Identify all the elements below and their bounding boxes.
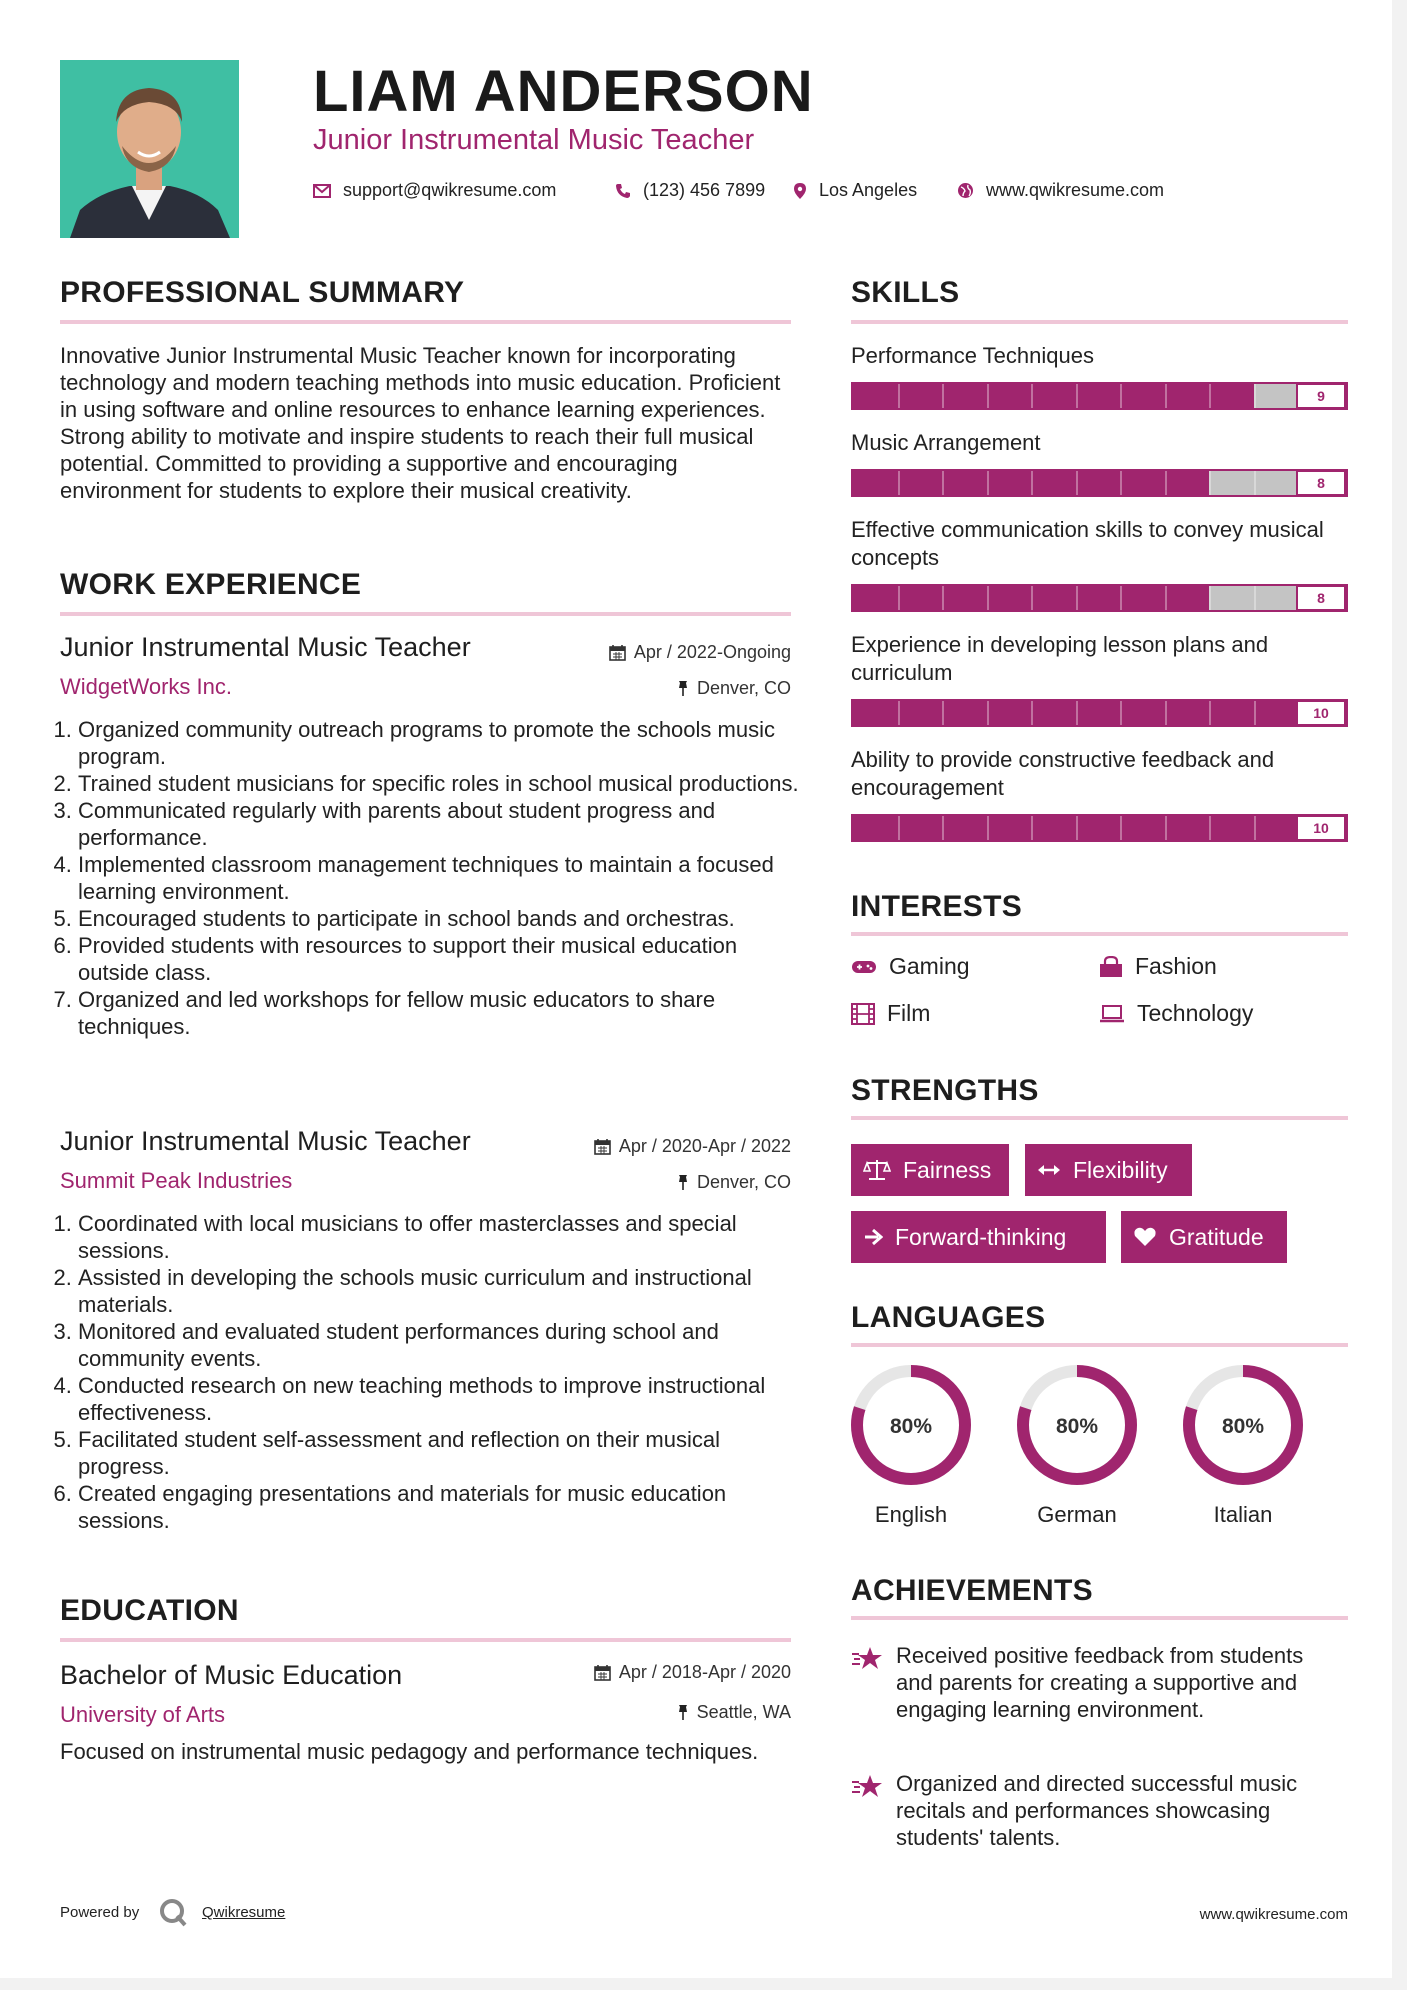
pushpin-icon (677, 1704, 689, 1721)
interest-technology (1099, 1000, 1253, 1027)
pushpin-icon (677, 1174, 689, 1191)
laptop-icon (1099, 1005, 1125, 1023)
skill-bar-segment (1165, 701, 1167, 725)
skill-bar-segment (1254, 384, 1256, 408)
interests-heading: INTERESTS (851, 890, 1023, 923)
language-percent: 80% (1055, 1415, 1099, 1438)
skill-bar (851, 814, 1348, 842)
skill-bar-segment (987, 384, 989, 408)
interest-fashion (1099, 953, 1217, 980)
skill-bar-segment (942, 384, 944, 408)
job-bullet: 5. Facilitated student self-assessment and reflection on their musical progress. (78, 1426, 813, 1480)
skill-bar (851, 584, 1348, 612)
gamepad-icon (851, 959, 877, 975)
interest-label: Film (887, 1000, 931, 1026)
skill-label: Performance Techniques (851, 343, 1094, 368)
job-bullet: 1. Coordinated with local musicians to offer masterclasses and special sessions. (78, 1210, 813, 1264)
skill-label: Music Arrangement (851, 430, 1041, 455)
summary-text: Innovative Junior Instrumental Music Teacher known for incorporating technology and modern teaching methods into music education. Proficient in using software and online resources to enhance learning experiences. Strong ability to motivate and inspire students to reach their full musical potential. Committed to providing a supportive and encouraging environment for students to explore their musical creativity. (60, 343, 781, 503)
skill-bar-fill (853, 816, 1346, 840)
powered-by-label: Powered by (60, 1904, 140, 1921)
skill-bar-segment (1076, 384, 1078, 408)
job-title: Junior Instrumental Music Teacher (60, 632, 471, 662)
job-location (677, 678, 791, 699)
strengths-rule (851, 1116, 1348, 1120)
heart-icon (1133, 1227, 1157, 1247)
summary-heading: PROFESSIONAL SUMMARY (60, 276, 465, 309)
job-bullet: 3. Communicated regularly with parents about student progress and performance. (78, 797, 813, 851)
skill-bar-segment (1165, 586, 1167, 610)
skill-bar-segment (1209, 384, 1211, 408)
language-label: English (874, 1502, 948, 1527)
arrows-icon (1037, 1163, 1061, 1177)
interest-label: Gaming (889, 953, 970, 979)
education-rule (60, 1638, 791, 1642)
job-bullet: 2. Trained student musicians for specific roles in school musical productions. (78, 770, 813, 797)
skill-bar-segment (1120, 701, 1122, 725)
job-bullet: 3. Monitored and evaluated student performances during school and community events. (78, 1318, 813, 1372)
language-percent: 80% (889, 1415, 933, 1438)
email-text: support@qwikresume.com (343, 180, 557, 200)
skill-bar-segment (1076, 586, 1078, 610)
job-location (677, 1172, 791, 1193)
star-icon (851, 1773, 883, 1801)
interest-label: Technology (1137, 1000, 1254, 1026)
language-ring-italian (1181, 1363, 1305, 1487)
pushpin-icon (677, 680, 689, 697)
skill-bar-segment (1209, 586, 1211, 610)
skill-bar-segment (987, 471, 989, 495)
job-location-text: Denver, CO (696, 678, 791, 698)
skill-bar (851, 469, 1348, 497)
skill-bar-segment (1165, 816, 1167, 840)
job-bullet-list (60, 716, 813, 1040)
skill-bar-segment (987, 701, 989, 725)
education-dates-text: Apr / 2018-Apr / 2020 (618, 1662, 791, 1682)
job-bullet: 4. Conducted research on new teaching methods to improve instructional effectiveness. (78, 1372, 813, 1426)
contact-email[interactable] (313, 180, 556, 201)
school-name: University of Arts (60, 1702, 226, 1727)
achievements-rule (851, 1616, 1348, 1620)
interest-label: Fashion (1135, 953, 1217, 979)
skill-bar-segment (898, 816, 900, 840)
skill-bar-segment (1031, 471, 1033, 495)
skill-bar-segment (942, 701, 944, 725)
contact-location (793, 180, 917, 201)
arrow-right-icon (863, 1228, 883, 1246)
skill-bar-segment (898, 586, 900, 610)
contact-phone[interactable] (615, 180, 765, 201)
skills-heading: SKILLS (851, 276, 960, 309)
achievement-item: Received positive feedback from students and parents for creating a supportive and engaging learning environment. (896, 1643, 1304, 1722)
interest-gaming (851, 953, 970, 980)
skill-bar-segment (942, 816, 944, 840)
skill-bar-segment (898, 471, 900, 495)
website-text: www.qwikresume.com (986, 180, 1165, 200)
skill-level: 8 (1296, 585, 1346, 611)
strength-label: Forward-thinking (895, 1223, 1067, 1250)
achievements-heading: ACHIEVEMENTS (851, 1574, 1093, 1607)
skill-bar-segment (898, 701, 900, 725)
envelope-icon (313, 184, 331, 198)
skill-bar-segment (1120, 384, 1122, 408)
skill-bar (851, 382, 1348, 410)
contact-website[interactable] (957, 180, 1164, 201)
map-pin-icon (793, 182, 807, 200)
star-icon (851, 1645, 883, 1673)
job-bullet: 4. Implemented classroom management techniques to maintain a focused learning environment. (78, 851, 813, 905)
qwikresume-link[interactable]: Qwikresume (202, 1904, 286, 1921)
strength-label: Fairness (903, 1156, 992, 1183)
education-heading: EDUCATION (60, 1594, 239, 1627)
skills-rule (851, 320, 1348, 324)
location-text: Los Angeles (819, 180, 918, 200)
job-title: Junior Instrumental Music Teacher (60, 1126, 471, 1156)
languages-rule (851, 1343, 1348, 1347)
job-location-text: Denver, CO (696, 1172, 791, 1192)
profile-photo (60, 60, 239, 238)
skill-bar-segment (942, 586, 944, 610)
skill-bar (851, 699, 1348, 727)
skill-bar-segment (1209, 816, 1211, 840)
skill-bar-segment (987, 816, 989, 840)
skill-level: 8 (1296, 470, 1346, 496)
skill-level: 10 (1296, 700, 1346, 726)
skill-bar-fill (853, 701, 1346, 725)
skill-bar-segment (1076, 471, 1078, 495)
skill-bar-segment (1254, 701, 1256, 725)
skill-bar-segment (1209, 701, 1211, 725)
strength-tag-flexibility (1025, 1144, 1192, 1196)
experience-heading: WORK EXPERIENCE (60, 568, 362, 601)
job-dates (609, 642, 791, 663)
summary-rule (60, 320, 791, 324)
degree-title: Bachelor of Music Education (60, 1660, 403, 1690)
calendar-icon (594, 1138, 611, 1155)
skill-bar-segment (1120, 471, 1122, 495)
skill-label: Ability to provide constructive feedback and encouragement (851, 747, 1275, 800)
calendar-icon (609, 644, 626, 661)
language-label: German (1037, 1502, 1117, 1527)
scale-icon (863, 1158, 891, 1182)
job-dates-text: Apr / 2022-Ongoing (633, 642, 791, 662)
experience-rule (60, 612, 791, 616)
skill-bar-segment (1254, 471, 1256, 495)
company-name: WidgetWorks Inc. (60, 674, 232, 699)
skill-bar-segment (1254, 816, 1256, 840)
strength-tag-fairness (851, 1144, 1009, 1196)
qwikresume-logo-icon (158, 1897, 188, 1927)
interest-film (851, 1000, 930, 1027)
job-bullet: 5. Encouraged students to participate in school bands and orchestras. (78, 905, 813, 932)
skill-bar-segment (1031, 701, 1033, 725)
language-ring-english (849, 1363, 973, 1487)
education-description: Focused on instrumental music pedagogy and performance techniques. (60, 1739, 759, 1764)
strengths-heading: STRENGTHS (851, 1074, 1039, 1107)
strength-label: Flexibility (1073, 1156, 1168, 1183)
skill-level: 10 (1296, 815, 1346, 841)
candidate-title: Junior Instrumental Music Teacher (313, 124, 755, 156)
skill-bar-segment (1031, 816, 1033, 840)
skill-bar-segment (987, 586, 989, 610)
education-dates (594, 1662, 791, 1683)
company-name: Summit Peak Industries (60, 1168, 293, 1193)
film-icon (851, 1003, 875, 1025)
skill-bar-segment (1120, 586, 1122, 610)
skill-bar-segment (1031, 586, 1033, 610)
skill-bar-segment (1031, 384, 1033, 408)
skill-bar-segment (1076, 701, 1078, 725)
skill-bar-segment (1165, 384, 1167, 408)
strength-label: Gratitude (1169, 1223, 1264, 1250)
skill-bar-segment (898, 384, 900, 408)
globe-icon (957, 182, 974, 199)
phone-text: (123) 456 7899 (643, 180, 766, 200)
calendar-icon (594, 1664, 611, 1681)
strength-tag-gratitude (1121, 1211, 1287, 1263)
interests-rule (851, 932, 1348, 936)
education-location-text: Seattle, WA (696, 1702, 791, 1722)
job-dates (594, 1136, 791, 1157)
job-bullet: 1. Organized community outreach programs to promote the schools music program. (78, 716, 813, 770)
skill-bar-segment (942, 471, 944, 495)
phone-icon (615, 183, 631, 199)
skill-label: Effective communication skills to convey musical concepts (851, 517, 1324, 570)
job-dates-text: Apr / 2020-Apr / 2022 (618, 1136, 791, 1156)
skill-bar-fill (853, 384, 1254, 408)
job-bullet: 7. Organized and led workshops for fellow music educators to share techniques. (78, 986, 813, 1040)
job-bullet: 6. Provided students with resources to support their musical education outside class. (78, 932, 813, 986)
footer-website-link[interactable]: www.qwikresume.com (1199, 1906, 1348, 1923)
job-bullet: 2. Assisted in developing the schools music curriculum and instructional materials. (78, 1264, 813, 1318)
skill-bar-segment (1165, 471, 1167, 495)
achievement-item: Organized and directed successful music recitals and performances showcasing students' talents. (896, 1771, 1298, 1850)
skill-bar-segment (1120, 816, 1122, 840)
job-bullet-list (60, 1210, 813, 1534)
language-percent: 80% (1221, 1415, 1265, 1438)
candidate-name: LIAM ANDERSON (313, 59, 814, 124)
skill-bar-segment (1076, 816, 1078, 840)
language-ring-german (1015, 1363, 1139, 1487)
skill-level: 9 (1296, 383, 1346, 409)
job-bullet: 6. Created engaging presentations and materials for music education sessions. (78, 1480, 813, 1534)
bag-icon (1099, 956, 1123, 978)
languages-heading: LANGUAGES (851, 1301, 1046, 1334)
education-location (677, 1702, 791, 1723)
skill-bar-segment (1209, 471, 1211, 495)
skill-label: Experience in developing lesson plans and curriculum (851, 632, 1269, 685)
strength-tag-forward-thinking (851, 1211, 1106, 1263)
skill-bar-segment (1254, 586, 1256, 610)
language-label: Italian (1213, 1502, 1273, 1527)
